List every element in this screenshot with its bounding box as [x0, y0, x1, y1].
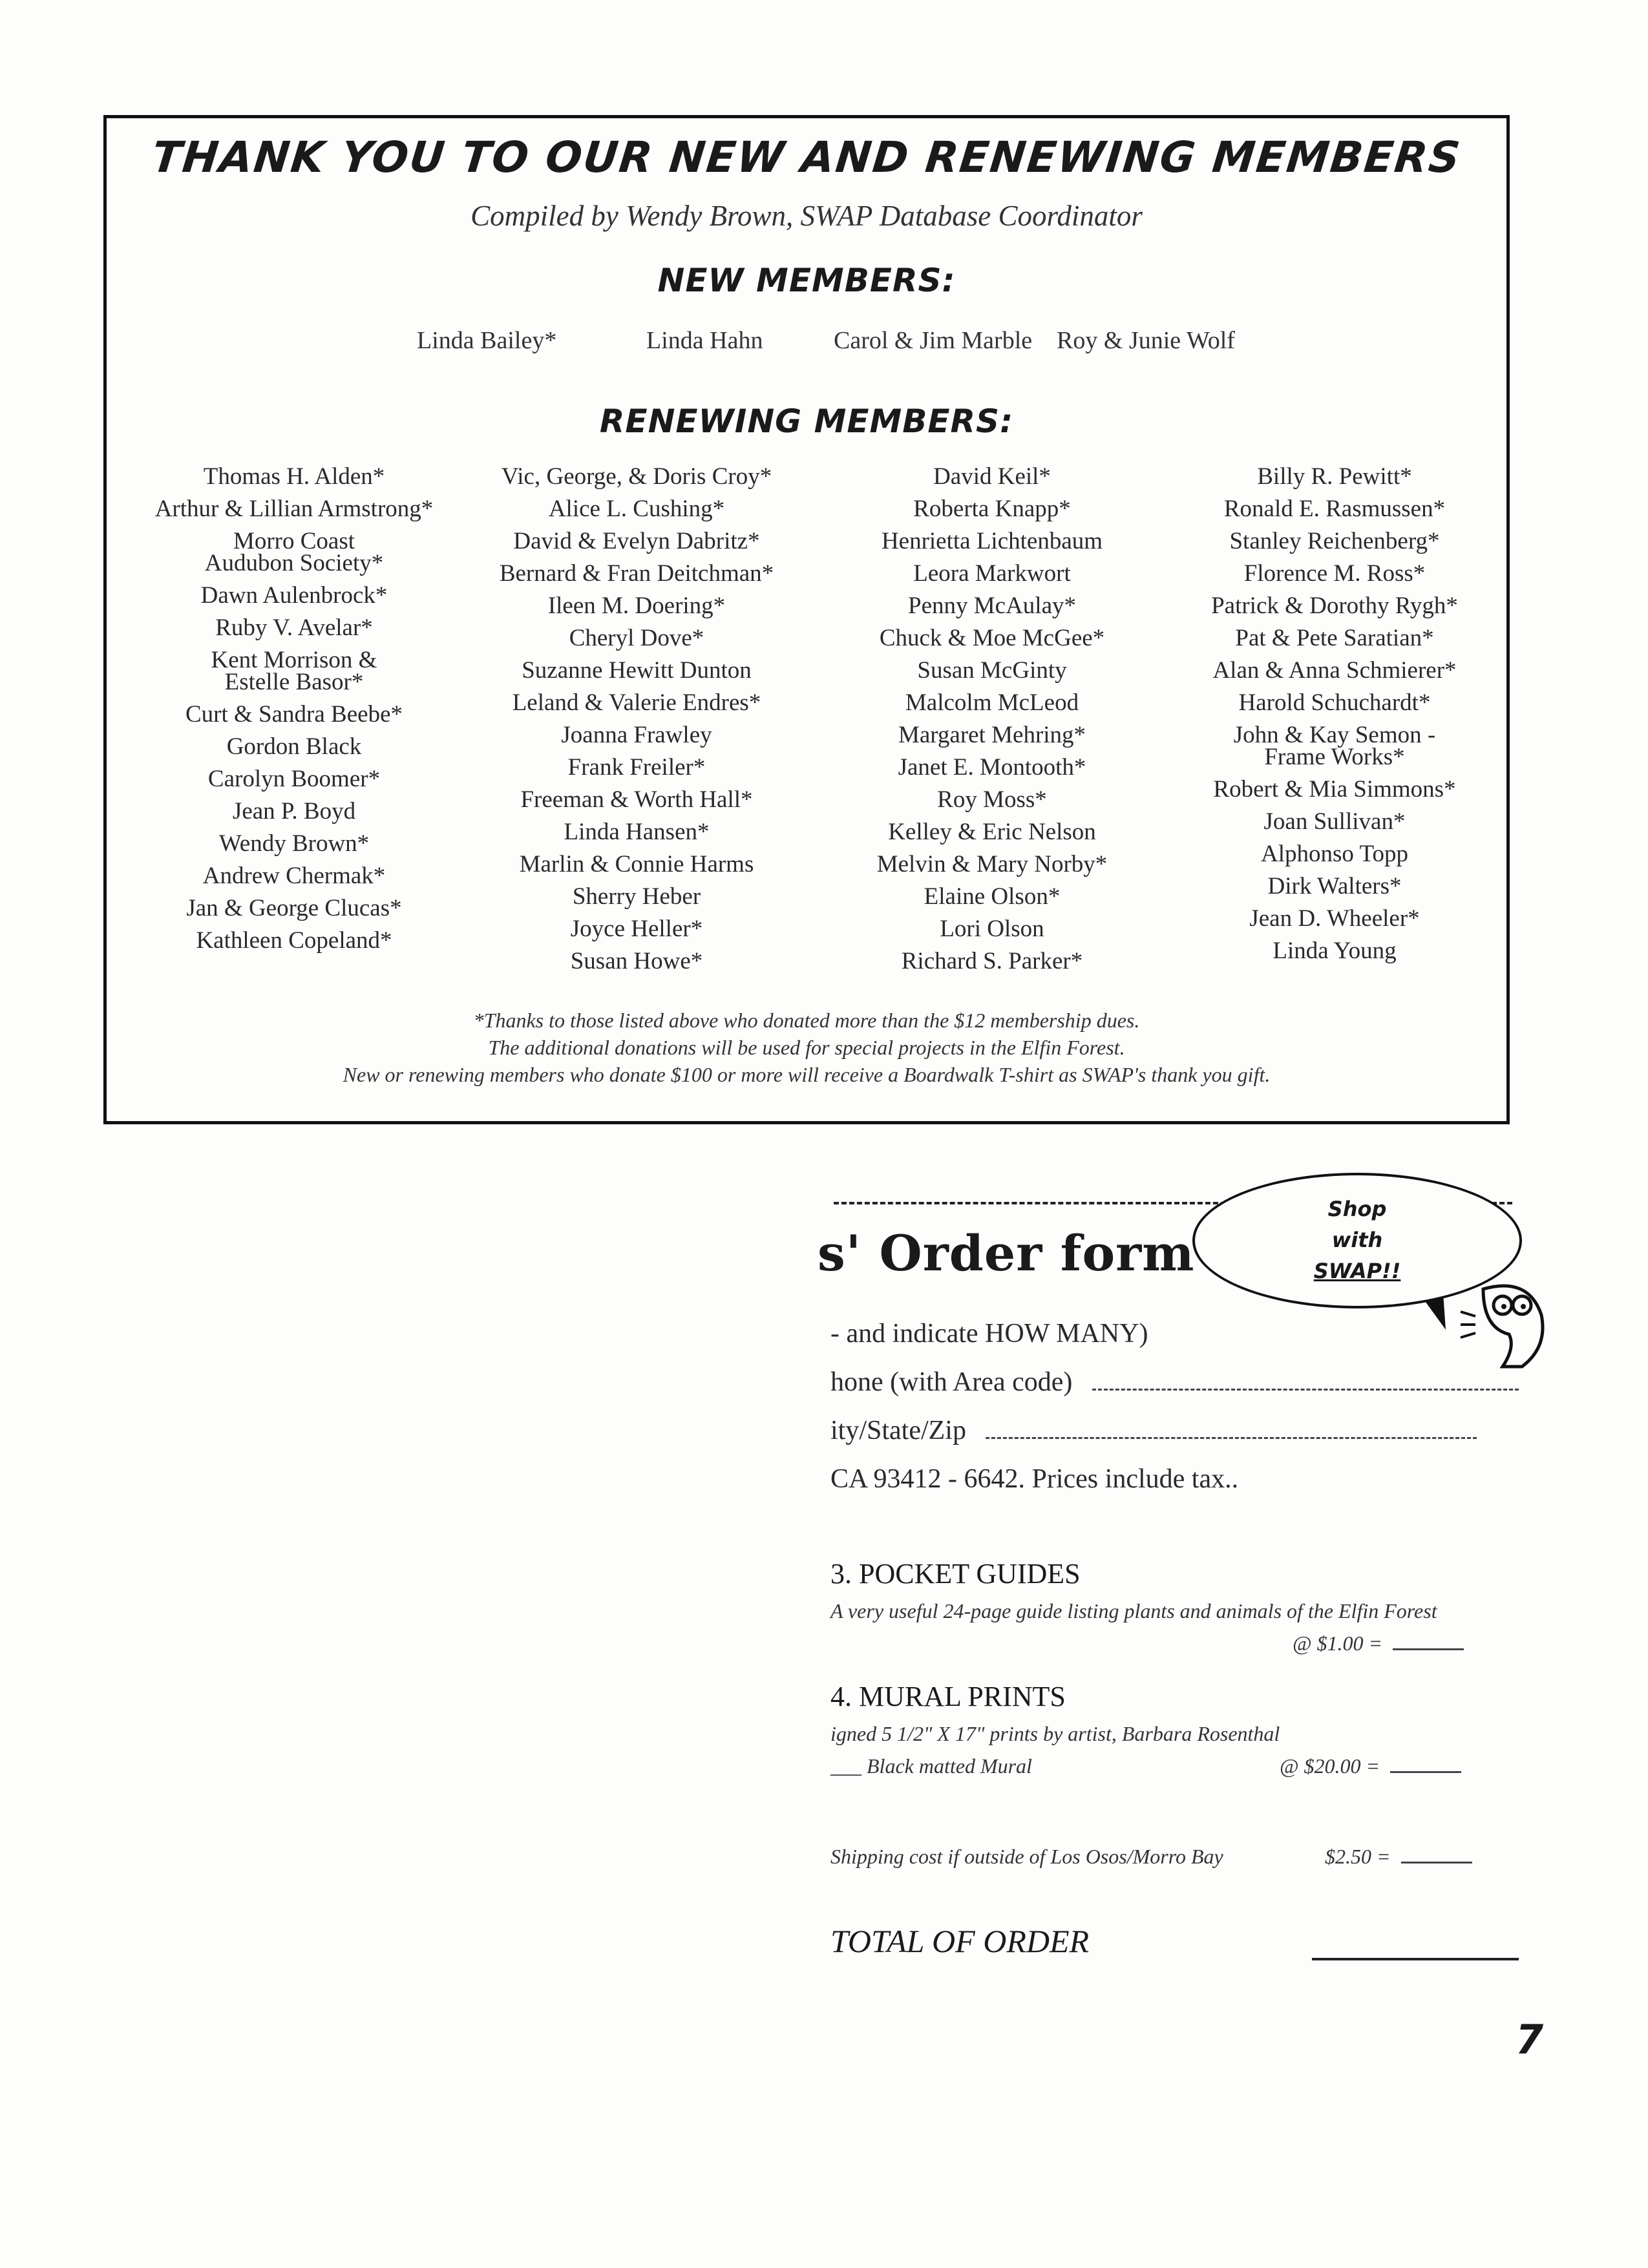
renewing-column-3 [837, 461, 1147, 978]
pocket-guides-price-row [1293, 1632, 1464, 1655]
new-member: Linda Bailey* [417, 327, 557, 354]
member-name: Chuck & Moe McGee* [879, 625, 1105, 651]
city-label: ity/State/Zip [830, 1416, 966, 1445]
member-name: Cheryl Dove* [569, 625, 704, 651]
member-name: Kelley & Eric Nelson [888, 819, 1096, 845]
member-name: Susan McGinty [917, 657, 1067, 684]
member-name: Ruby V. Avelar* [215, 614, 373, 641]
member-name: Margaret Mehring* [898, 722, 1086, 748]
member-name: Curt & Sandra Beebe* [185, 701, 403, 728]
member-name: Alan & Anna Schmierer* [1212, 657, 1457, 684]
member-name: Freeman & Worth Hall* [520, 786, 753, 813]
new-members-header: NEW MEMBERS: [657, 262, 956, 299]
order-form-title: s' Order form [818, 1224, 1195, 1282]
member-name: Harold Schuchardt* [1238, 689, 1431, 716]
instruction-line: - and indicate HOW MANY) [830, 1319, 1148, 1349]
member-name: Marlin & Connie Harms [519, 851, 754, 877]
member-name: Linda Young [1273, 938, 1397, 964]
member-name: Richard S. Parker* [901, 948, 1083, 974]
shipping-field[interactable] [1401, 1849, 1472, 1864]
mural-prints-desc: igned 5 1/2" X 17" prints by artist, Barbara Rosenthal [830, 1722, 1280, 1745]
shipping-label: Shipping cost if outside of Los Osos/Morro Bay [830, 1845, 1223, 1868]
renewing-column-2 [481, 461, 792, 978]
member-name: David Keil* [933, 463, 1051, 490]
renewing-column-4 [1179, 461, 1490, 967]
member-name: Robert & Mia Simmons* [1213, 776, 1456, 803]
members-box [103, 115, 1510, 1124]
member-name: John & Kay Semon - Frame Works* [1233, 722, 1436, 770]
member-name: Morro Coast Audubon Society* [204, 528, 384, 576]
member-name: Ileen M. Doering* [547, 593, 726, 619]
mural-qty-field[interactable] [1390, 1758, 1461, 1773]
member-name: Roy Moss* [937, 786, 1047, 813]
city-field[interactable] [986, 1419, 1477, 1439]
member-name: Frank Freiler* [567, 754, 706, 781]
member-name: Janet E. Montooth* [898, 754, 1086, 781]
mascot-icon [1457, 1276, 1554, 1373]
renewing-members-header: RENEWING MEMBERS: [599, 403, 1014, 440]
member-name: Linda Hansen* [564, 819, 710, 845]
city-row [830, 1415, 1477, 1446]
member-name: Dawn Aulenbrock* [200, 582, 388, 609]
member-name: Stanley Reichenberg* [1229, 528, 1440, 554]
shipping-price-row [1325, 1845, 1472, 1869]
mural-prints-heading: 4. MURAL PRINTS [830, 1681, 1066, 1712]
member-name: Kathleen Copeland* [196, 927, 392, 954]
member-name: Andrew Chermak* [202, 863, 386, 889]
bubble-text: with [1331, 1228, 1383, 1252]
member-name: Pat & Pete Saratian* [1235, 625, 1434, 651]
new-member: Carol & Jim Marble [834, 327, 1033, 354]
mural-price: @ $20.00 = [1280, 1754, 1380, 1778]
subtitle: Compiled by Wendy Brown, SWAP Database Coordinator [470, 200, 1143, 232]
member-name: Alice L. Cushing* [548, 496, 725, 522]
bubble-text: SWAP!! [1313, 1259, 1401, 1283]
new-member: Roy & Junie Wolf [1057, 327, 1235, 354]
member-name: Henrietta Lichtenbaum [881, 528, 1103, 554]
total-field[interactable] [1312, 1958, 1519, 1960]
donation-notes [107, 1007, 1506, 1088]
member-name: Arthur & Lillian Armstrong* [154, 496, 434, 522]
member-name: Billy R. Pewitt* [1257, 463, 1412, 490]
mural-price-row [1280, 1754, 1461, 1778]
member-name: Dirk Walters* [1267, 873, 1402, 899]
page-number: 7 [1516, 2016, 1544, 2063]
member-name: Jean P. Boyd [232, 798, 356, 824]
member-name: Kent Morrison & Estelle Basor* [211, 647, 377, 695]
member-name: Thomas H. Alden* [203, 463, 385, 490]
member-name: Wendy Brown* [218, 830, 370, 857]
member-name: Malcolm McLeod [905, 689, 1079, 716]
member-name: Gordon Black [226, 733, 362, 760]
phone-row [830, 1367, 1519, 1398]
member-name: Jean D. Wheeler* [1249, 905, 1420, 932]
address-line: CA 93412 - 6642. Prices include tax.. [830, 1464, 1239, 1494]
member-name: Vic, George, & Doris Croy* [501, 463, 772, 490]
member-name: Elaine Olson* [924, 883, 1061, 910]
member-name: Patrick & Dorothy Rygh* [1211, 593, 1458, 619]
member-name: Joyce Heller* [570, 916, 703, 942]
pocket-guides-qty-field[interactable] [1393, 1635, 1464, 1650]
member-name: Jan & George Clucas* [186, 895, 402, 921]
member-name: Penny McAulay* [908, 593, 1076, 619]
pocket-guides-heading: 3. POCKET GUIDES [830, 1558, 1081, 1590]
member-name: Susan Howe* [570, 948, 703, 974]
member-name: Joan Sullivan* [1263, 808, 1406, 835]
member-name: Lori Olson [940, 916, 1044, 942]
member-name: Sherry Heber [572, 883, 701, 910]
member-name: Florence M. Ross* [1243, 560, 1426, 587]
member-name: Roberta Knapp* [913, 496, 1071, 522]
page-title: THANK YOU TO OUR NEW AND RENEWING MEMBERS [149, 132, 1464, 182]
member-name: Bernard & Fran Deitchman* [499, 560, 774, 587]
member-name: Suzanne Hewitt Dunton [522, 657, 752, 684]
phone-label: hone (with Area code) [830, 1367, 1073, 1397]
total-label: TOTAL OF ORDER [830, 1923, 1090, 1959]
note-line: *Thanks to those listed above who donated more than the $12 membership dues. [473, 1009, 1140, 1032]
member-name: David & Evelyn Dabritz* [513, 528, 760, 554]
renewing-column-1 [139, 461, 449, 957]
member-name: Ronald E. Rasmussen* [1223, 496, 1446, 522]
pocket-guides-desc: A very useful 24-page guide listing plants and animals of the Elfin Forest [830, 1599, 1437, 1622]
note-line: New or renewing members who donate $100 or more will receive a Boardwalk T-shirt as SWAP's thank you gift. [343, 1063, 1271, 1086]
member-name: Joanna Frawley [561, 722, 712, 748]
member-name: Alphonso Topp [1261, 841, 1408, 867]
bubble-text: Shop [1327, 1197, 1387, 1221]
phone-field[interactable] [1092, 1370, 1519, 1391]
shipping-price: $2.50 = [1325, 1845, 1391, 1868]
new-member: Linda Hahn [646, 327, 763, 354]
member-name: Melvin & Mary Norby* [876, 851, 1108, 877]
member-name: Carolyn Boomer* [207, 766, 381, 792]
pocket-guides-price: @ $1.00 = [1293, 1632, 1383, 1655]
note-line: The additional donations will be used for special projects in the Elfin Forest. [488, 1036, 1125, 1059]
mural-item: ___ Black matted Mural [830, 1754, 1032, 1778]
member-name: Leora Markwort [913, 560, 1071, 587]
member-name: Leland & Valerie Endres* [512, 689, 761, 716]
